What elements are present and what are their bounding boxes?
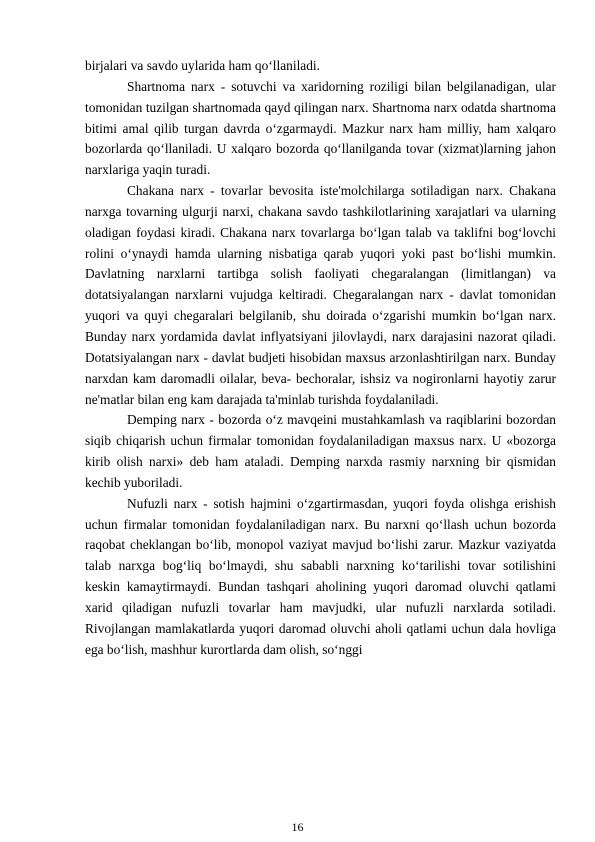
paragraph-contract-price: Shartnoma narx - sotuvchi va xaridorning roziligi bilan belgilanadigan, ular tomonidan tuzilgan shartnomada qayd qilingan narx. Shartnoma narx odatda shartnoma bitimi amal qilib turgan davrda o‘zgarmaydi. Mazkur narx ham milliy, ham xalqaro bozorlarda qo‘llaniladi. U xalqaro bozorda qo‘llanilganda tovar (xizmat)larning jahon narxlariga yaqin turadi. xyxy=(85,78,556,178)
paragraph-retail-price: Chakana narx - tovarlar bevosita iste'molchilarga sotiladigan narx. Chakana narxga tovarning ulgurji narxi, chakana savdo tashkilotlarining xarajatlari va ularning oladigan foydasi kiradi. Chakana narx tovarlarga bo‘lgan talab va taklifni bog‘lovchi rolini o‘ynaydi hamda ularning nisbatiga qarab yuqori yoki past bo‘lishi mumkin. Davlatning narxlarni tartibga solish faoliyati chegaralangan (limitlangan) va dotatsiyalangan narxlarni vujudga keltiradi. Chegaralangan narx - davlat tomonidan yuqori va quyi chegaralari belgilanib, shu doirada o‘zgarishi mumkin bo‘lgan narx. Bunday narx yordamida davlat inflyatsiyani jilovlaydi, narx darajasini nazorat qiladi. Dotatsiyalangan narx - davlat budjeti hisobidan maxsus arzonlashtirilgan narx. Bunday narxdan kam daromadli oilalar, beva- bechoralar, ishsiz va nogironlarni hayotiy zarur ne'matlar bilan eng kam darajada ta'minlab turishda foydalaniladi. xyxy=(85,183,556,407)
page-number: 16 xyxy=(291,820,304,834)
paragraph-dumping-price: Demping narx - bozorda o‘z mavqeini mustahkamlash va raqiblarini bozordan siqib chiqarish uchun firmalar tomonidan foydalaniladigan maxsus narx. U «bozorga kirib olish narxi» deb ham ataladi. Demping narxda rasmiy narxning bir qismidan kechib yuboriladi. xyxy=(85,412,556,490)
paragraph-continuation: birjalari va savdo uylarida ham qo‘llaniladi. xyxy=(85,58,321,73)
page-body xyxy=(85,56,556,660)
paragraph-prestige-price: Nufuzli narx - sotish hajmini o‘zgartirmasdan, yuqori foyda olishga erishish uchun firmalar tomonidan foydalaniladigan narx. Bu narxni qo‘llash uchun bozorda raqobat cheklangan bo‘lib, monopol vaziyat mavjud bo‘lishi zarur. Mazkur vaziyatda talab narxga bog‘liq bo‘lmaydi, shu sababli narxning ko‘tarilishi tovar sotilishini keskin kamaytirmaydi. Bundan tashqari aholining yuqori daromad oluvchi qatlami xarid qiladigan nufuzli tovarlar ham mavjudki, ular nufuzli narxlarda sotiladi. Rivojlangan mamlakatlarda yuqori daromad oluvchi aholi qatlami uchun dala hovliga ega bo‘lish, mashhur kurortlarda dam olish, so‘nggi xyxy=(85,495,556,657)
